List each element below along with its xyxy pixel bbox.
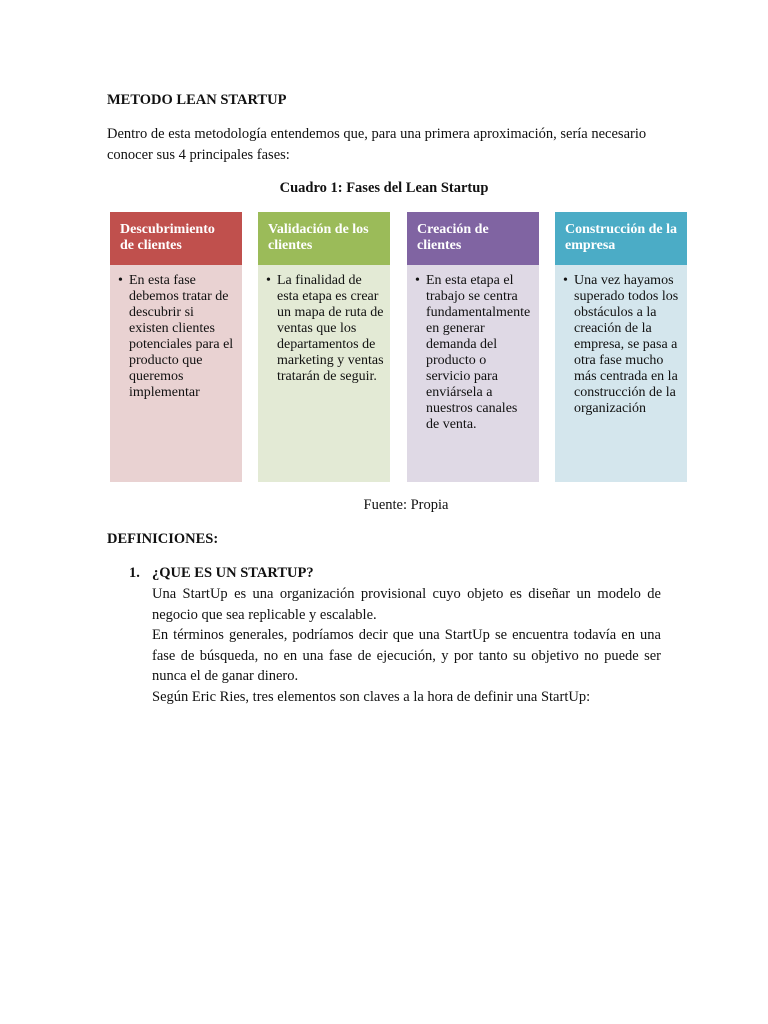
phase-bullet xyxy=(118,273,236,401)
bullet-dot-icon: • xyxy=(415,273,420,288)
phase-bullet xyxy=(563,273,681,417)
phase-bullet-text: La finalidad de esta etapa es crear un mapa de ruta de ventas que los departamentos de marketing y ventas tratarán de seguir. xyxy=(277,273,384,384)
question-heading xyxy=(129,565,314,582)
bullet-dot-icon: • xyxy=(118,273,123,288)
phase-body xyxy=(555,265,687,482)
phase-body xyxy=(110,265,242,482)
phase-body xyxy=(407,265,539,482)
phase-body xyxy=(258,265,390,482)
phase-card-construccion xyxy=(555,212,687,482)
question-title: ¿QUE ES UN STARTUP? xyxy=(152,565,314,581)
question-body xyxy=(152,584,661,707)
bullet-dot-icon: • xyxy=(266,273,271,288)
phase-bullet-text: En esta fase debemos tratar de descubrir si existen clientes potenciales para el producto que queremos implementar xyxy=(129,273,234,400)
phase-header: Descubrimiento de clientes xyxy=(110,212,242,265)
phase-header: Creación de clientes xyxy=(407,212,539,265)
phase-header: Construcción de la empresa xyxy=(555,212,687,265)
table-source: Fuente: Propia xyxy=(363,497,449,513)
phase-bullet-text: Una vez hayamos superado todos los obstáculos a la creación de la empresa, se pasa a otra fase mucho más centrada en la construcción de la organización xyxy=(574,273,679,416)
phase-card-validacion xyxy=(258,212,390,482)
phase-card-descubrimiento xyxy=(110,212,242,482)
lean-startup-phases-diagram xyxy=(110,212,688,482)
bullet-dot-icon: • xyxy=(563,273,568,288)
phase-header: Validación de los clientes xyxy=(258,212,390,265)
phase-bullet-text: En esta etapa el trabajo se centra fundamentalmente en generar demanda del producto o servicio para enviársela a nuestros canales de venta. xyxy=(426,273,531,432)
body-paragraph: Una StartUp es una organización provisional cuyo objeto es diseñar un modelo de negocio que sea replicable y escalable. xyxy=(152,586,661,623)
body-paragraph: En términos generales, podríamos decir que una StartUp se encuentra todavía en una fase de búsqueda, no en una fase de ejecución, y por tanto su objetivo no puede ser nunca el de ganar dinero. xyxy=(152,627,661,684)
body-paragraph: Según Eric Ries, tres elementos son claves a la hora de definir una StartUp: xyxy=(152,688,591,705)
definitions-heading: DEFINICIONES: xyxy=(107,531,219,547)
intro-paragraph: Dentro de esta metodología entendemos que, para una primera aproximación, sería necesario conocer sus 4 principales fases: xyxy=(107,126,647,163)
document-title: METODO LEAN STARTUP xyxy=(107,92,287,108)
table-caption: Cuadro 1: Fases del Lean Startup xyxy=(279,180,489,196)
phase-card-creacion xyxy=(407,212,539,482)
phase-bullet xyxy=(415,273,533,433)
question-number: 1. xyxy=(129,565,140,581)
phase-bullet xyxy=(266,273,384,385)
